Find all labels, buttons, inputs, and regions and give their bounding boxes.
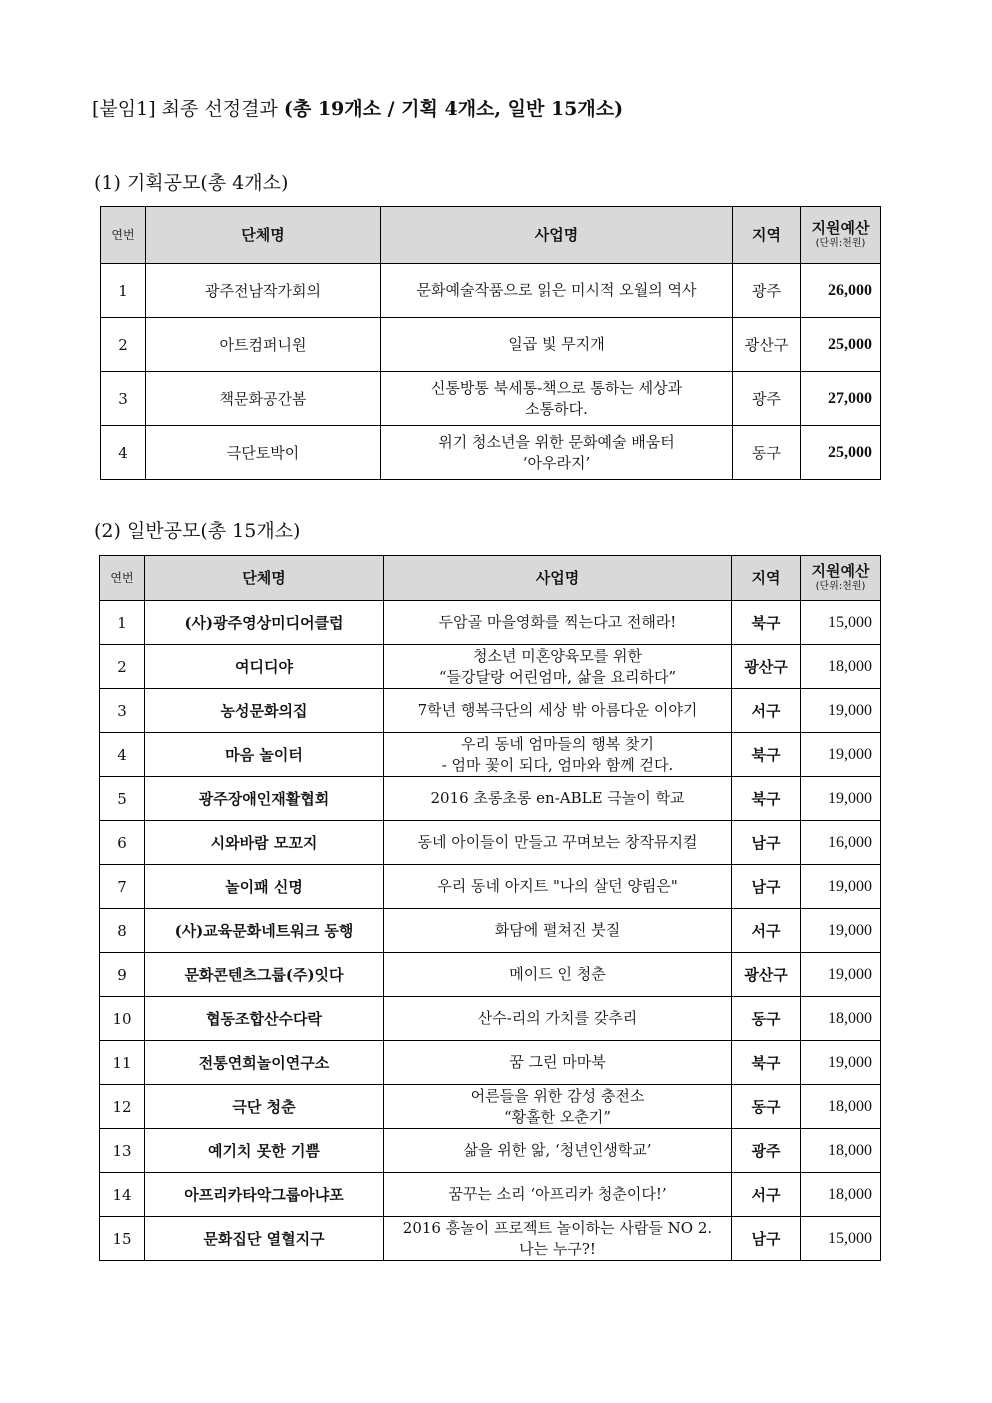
row-org: 전통연희놀이연구소 [145, 1041, 384, 1085]
header-budget [801, 207, 881, 264]
row-no: 1 [100, 601, 145, 645]
row-region: 광주 [733, 372, 801, 426]
row-org: 문화집단 열혈지구 [145, 1217, 384, 1261]
section2-title: (2) 일반공모(총 15개소) [94, 520, 301, 542]
row-budget: 15,000 [801, 1217, 881, 1261]
row-org: (사)광주영상미디어클럽 [145, 601, 384, 645]
section1-title: (1) 기획공모(총 4개소) [94, 172, 289, 194]
row-org: 문화콘텐츠그룹(주)잇다 [145, 953, 384, 997]
row-budget: 19,000 [801, 777, 881, 821]
row-region: 남구 [732, 865, 801, 909]
row-project [384, 1217, 732, 1261]
row-project [384, 865, 732, 909]
table-row [101, 318, 881, 372]
row-budget: 19,000 [801, 865, 881, 909]
row-no: 4 [101, 426, 146, 480]
row-project [384, 1129, 732, 1173]
row-no: 15 [100, 1217, 145, 1261]
row-org: 협동조합산수다락 [145, 997, 384, 1041]
row-project [384, 997, 732, 1041]
project-line: 청소년 미혼양육모를 위한 [473, 646, 642, 665]
row-region: 동구 [732, 1085, 801, 1129]
general-table-body [100, 601, 881, 1261]
table-row [100, 1173, 881, 1217]
header-no: 연번 [101, 207, 146, 264]
project-line: 나는 누구?! [519, 1239, 596, 1258]
row-project [384, 777, 732, 821]
project-line: 일곱 빛 무지개 [508, 335, 605, 353]
table-row [100, 689, 881, 733]
table-row [100, 777, 881, 821]
row-org: 여디디야 [145, 645, 384, 689]
row-budget: 18,000 [801, 1173, 881, 1217]
row-project [384, 1041, 732, 1085]
row-org: 극단 청춘 [145, 1085, 384, 1129]
row-budget: 19,000 [801, 1041, 881, 1085]
row-region: 광산구 [732, 953, 801, 997]
row-project [381, 318, 733, 372]
row-no: 1 [101, 264, 146, 318]
row-project [384, 733, 732, 777]
row-no: 3 [100, 689, 145, 733]
row-region: 광산구 [733, 318, 801, 372]
row-no: 11 [100, 1041, 145, 1085]
project-line: 우리 동네 아지트 "나의 살던 양림은" [437, 877, 678, 895]
table-header-row [101, 207, 881, 264]
project-line: 위기 청소년을 위한 문화예술 배움터 [438, 432, 675, 451]
table-row [100, 645, 881, 689]
row-region: 동구 [733, 426, 801, 480]
row-org: 광주전남작가회의 [146, 264, 381, 318]
table-row [100, 601, 881, 645]
row-org: 시와바람 모꼬지 [145, 821, 384, 865]
project-line: 산수-리의 가치를 갖추리 [477, 1009, 638, 1027]
heading-summary: (총 19개소 / 기획 4개소, 일반 15개소) [283, 98, 624, 120]
project-line: 화담에 펼쳐진 붓질 [494, 921, 621, 939]
project-line: 동네 아이들이 만들고 꾸며보는 창작뮤지컬 [417, 833, 698, 851]
table-row [100, 733, 881, 777]
header-no: 연번 [100, 556, 145, 601]
row-region: 남구 [732, 1217, 801, 1261]
row-no: 2 [100, 645, 145, 689]
table-row [101, 264, 881, 318]
project-line: 문화예술작품으로 읽은 미시적 오월의 역사 [416, 281, 697, 299]
row-org: 광주장애인재활협회 [145, 777, 384, 821]
row-budget: 19,000 [801, 953, 881, 997]
project-line: - 엄마 꽃이 되다, 엄마와 함께 걷다. [441, 755, 674, 774]
row-org: 아프리카타악그룹아냐포 [145, 1173, 384, 1217]
row-project [384, 601, 732, 645]
row-budget: 18,000 [801, 1085, 881, 1129]
heading-prefix: [붙임1] 최종 선정결과 [92, 98, 284, 120]
table-row [100, 909, 881, 953]
row-budget: 15,000 [801, 601, 881, 645]
project-line: 메이드 인 청춘 [509, 965, 606, 983]
planning-table-body [101, 264, 881, 480]
table-row [101, 426, 881, 480]
row-no: 13 [100, 1129, 145, 1173]
row-budget: 18,000 [801, 997, 881, 1041]
row-region: 광주 [733, 264, 801, 318]
header-budget-label: 지원예산 [811, 562, 870, 580]
table-row [100, 1129, 881, 1173]
row-no: 10 [100, 997, 145, 1041]
document-heading [92, 94, 623, 121]
row-region: 서구 [732, 689, 801, 733]
table-row [101, 372, 881, 426]
row-project [381, 264, 733, 318]
table-row [100, 997, 881, 1041]
row-no: 9 [100, 953, 145, 997]
header-region: 지역 [733, 207, 801, 264]
header-region: 지역 [732, 556, 801, 601]
row-org: (사)교육문화네트워크 동행 [145, 909, 384, 953]
row-region: 서구 [732, 909, 801, 953]
table-row [100, 1217, 881, 1261]
row-project [384, 1173, 732, 1217]
project-line: ‘아우라지’ [522, 453, 591, 472]
row-budget: 18,000 [801, 645, 881, 689]
row-project [384, 689, 732, 733]
row-project [384, 953, 732, 997]
row-budget: 19,000 [801, 689, 881, 733]
table-row [100, 821, 881, 865]
row-budget: 16,000 [801, 821, 881, 865]
row-project [384, 1085, 732, 1129]
row-budget: 19,000 [801, 733, 881, 777]
project-line: 어른들을 위한 감성 충전소 [470, 1086, 645, 1105]
row-project [384, 821, 732, 865]
row-org: 극단토박이 [146, 426, 381, 480]
row-project [384, 909, 732, 953]
header-budget-unit: (단위:천원) [815, 238, 866, 249]
table-row [100, 865, 881, 909]
row-org: 놀이패 신명 [145, 865, 384, 909]
row-no: 4 [100, 733, 145, 777]
row-region: 동구 [732, 997, 801, 1041]
project-line: 신통방통 북세통-책으로 통하는 세상과 [430, 378, 683, 397]
project-line: 7학년 행복극단의 세상 밖 아름다운 이야기 [417, 701, 698, 719]
row-org: 아트컴퍼니원 [146, 318, 381, 372]
planning-table [100, 206, 881, 480]
project-line: 우리 동네 엄마들의 행복 찾기 [461, 734, 654, 753]
row-org: 농성문화의집 [145, 689, 384, 733]
row-budget: 19,000 [801, 909, 881, 953]
row-no: 6 [100, 821, 145, 865]
row-no: 5 [100, 777, 145, 821]
header-org: 단체명 [145, 556, 384, 601]
header-project: 사업명 [381, 207, 733, 264]
header-budget [801, 556, 881, 601]
general-table [99, 555, 881, 1261]
row-budget: 27,000 [801, 372, 881, 426]
table-row [100, 953, 881, 997]
row-no: 14 [100, 1173, 145, 1217]
row-region: 남구 [732, 821, 801, 865]
row-region: 북구 [732, 777, 801, 821]
row-org: 책문화공간봄 [146, 372, 381, 426]
table-row [100, 1085, 881, 1129]
row-region: 북구 [732, 1041, 801, 1085]
project-line: “들강달랑 어린엄마, 삶을 요리하다” [438, 667, 677, 686]
row-budget: 18,000 [801, 1129, 881, 1173]
project-line: 꿈꾸는 소리 ‘아프리카 청춘이다!’ [448, 1185, 667, 1203]
table-row [100, 1041, 881, 1085]
row-region: 서구 [732, 1173, 801, 1217]
project-line: 소통하다. [525, 399, 588, 418]
project-line: 두암골 마을영화를 찍는다고 전해라! [438, 613, 677, 631]
row-org: 예기치 못한 기쁨 [145, 1129, 384, 1173]
row-budget: 26,000 [801, 264, 881, 318]
row-no: 2 [101, 318, 146, 372]
table-header-row [100, 556, 881, 601]
header-budget-label: 지원예산 [811, 219, 870, 237]
row-no: 3 [101, 372, 146, 426]
row-budget: 25,000 [801, 318, 881, 372]
row-region: 북구 [732, 733, 801, 777]
row-region: 광주 [732, 1129, 801, 1173]
project-line: 2016 흥놀이 프로젝트 놀이하는 사람들 NO 2. [402, 1218, 713, 1237]
row-region: 광산구 [732, 645, 801, 689]
row-project [384, 645, 732, 689]
project-line: 삶을 위한 앎, ‘청년인생학교’ [463, 1141, 652, 1159]
row-project [381, 372, 733, 426]
header-project: 사업명 [384, 556, 732, 601]
project-line: “황홀한 오춘기” [503, 1107, 612, 1126]
row-region: 북구 [732, 601, 801, 645]
row-no: 12 [100, 1085, 145, 1129]
row-budget: 25,000 [801, 426, 881, 480]
project-line: 2016 초롱초롱 en-ABLE 극놀이 학교 [430, 789, 685, 807]
row-no: 8 [100, 909, 145, 953]
header-org: 단체명 [146, 207, 381, 264]
row-no: 7 [100, 865, 145, 909]
header-budget-unit: (단위:천원) [815, 581, 866, 592]
row-org: 마음 놀이터 [145, 733, 384, 777]
project-line: 꿈 그린 마마북 [509, 1053, 606, 1071]
row-project [381, 426, 733, 480]
